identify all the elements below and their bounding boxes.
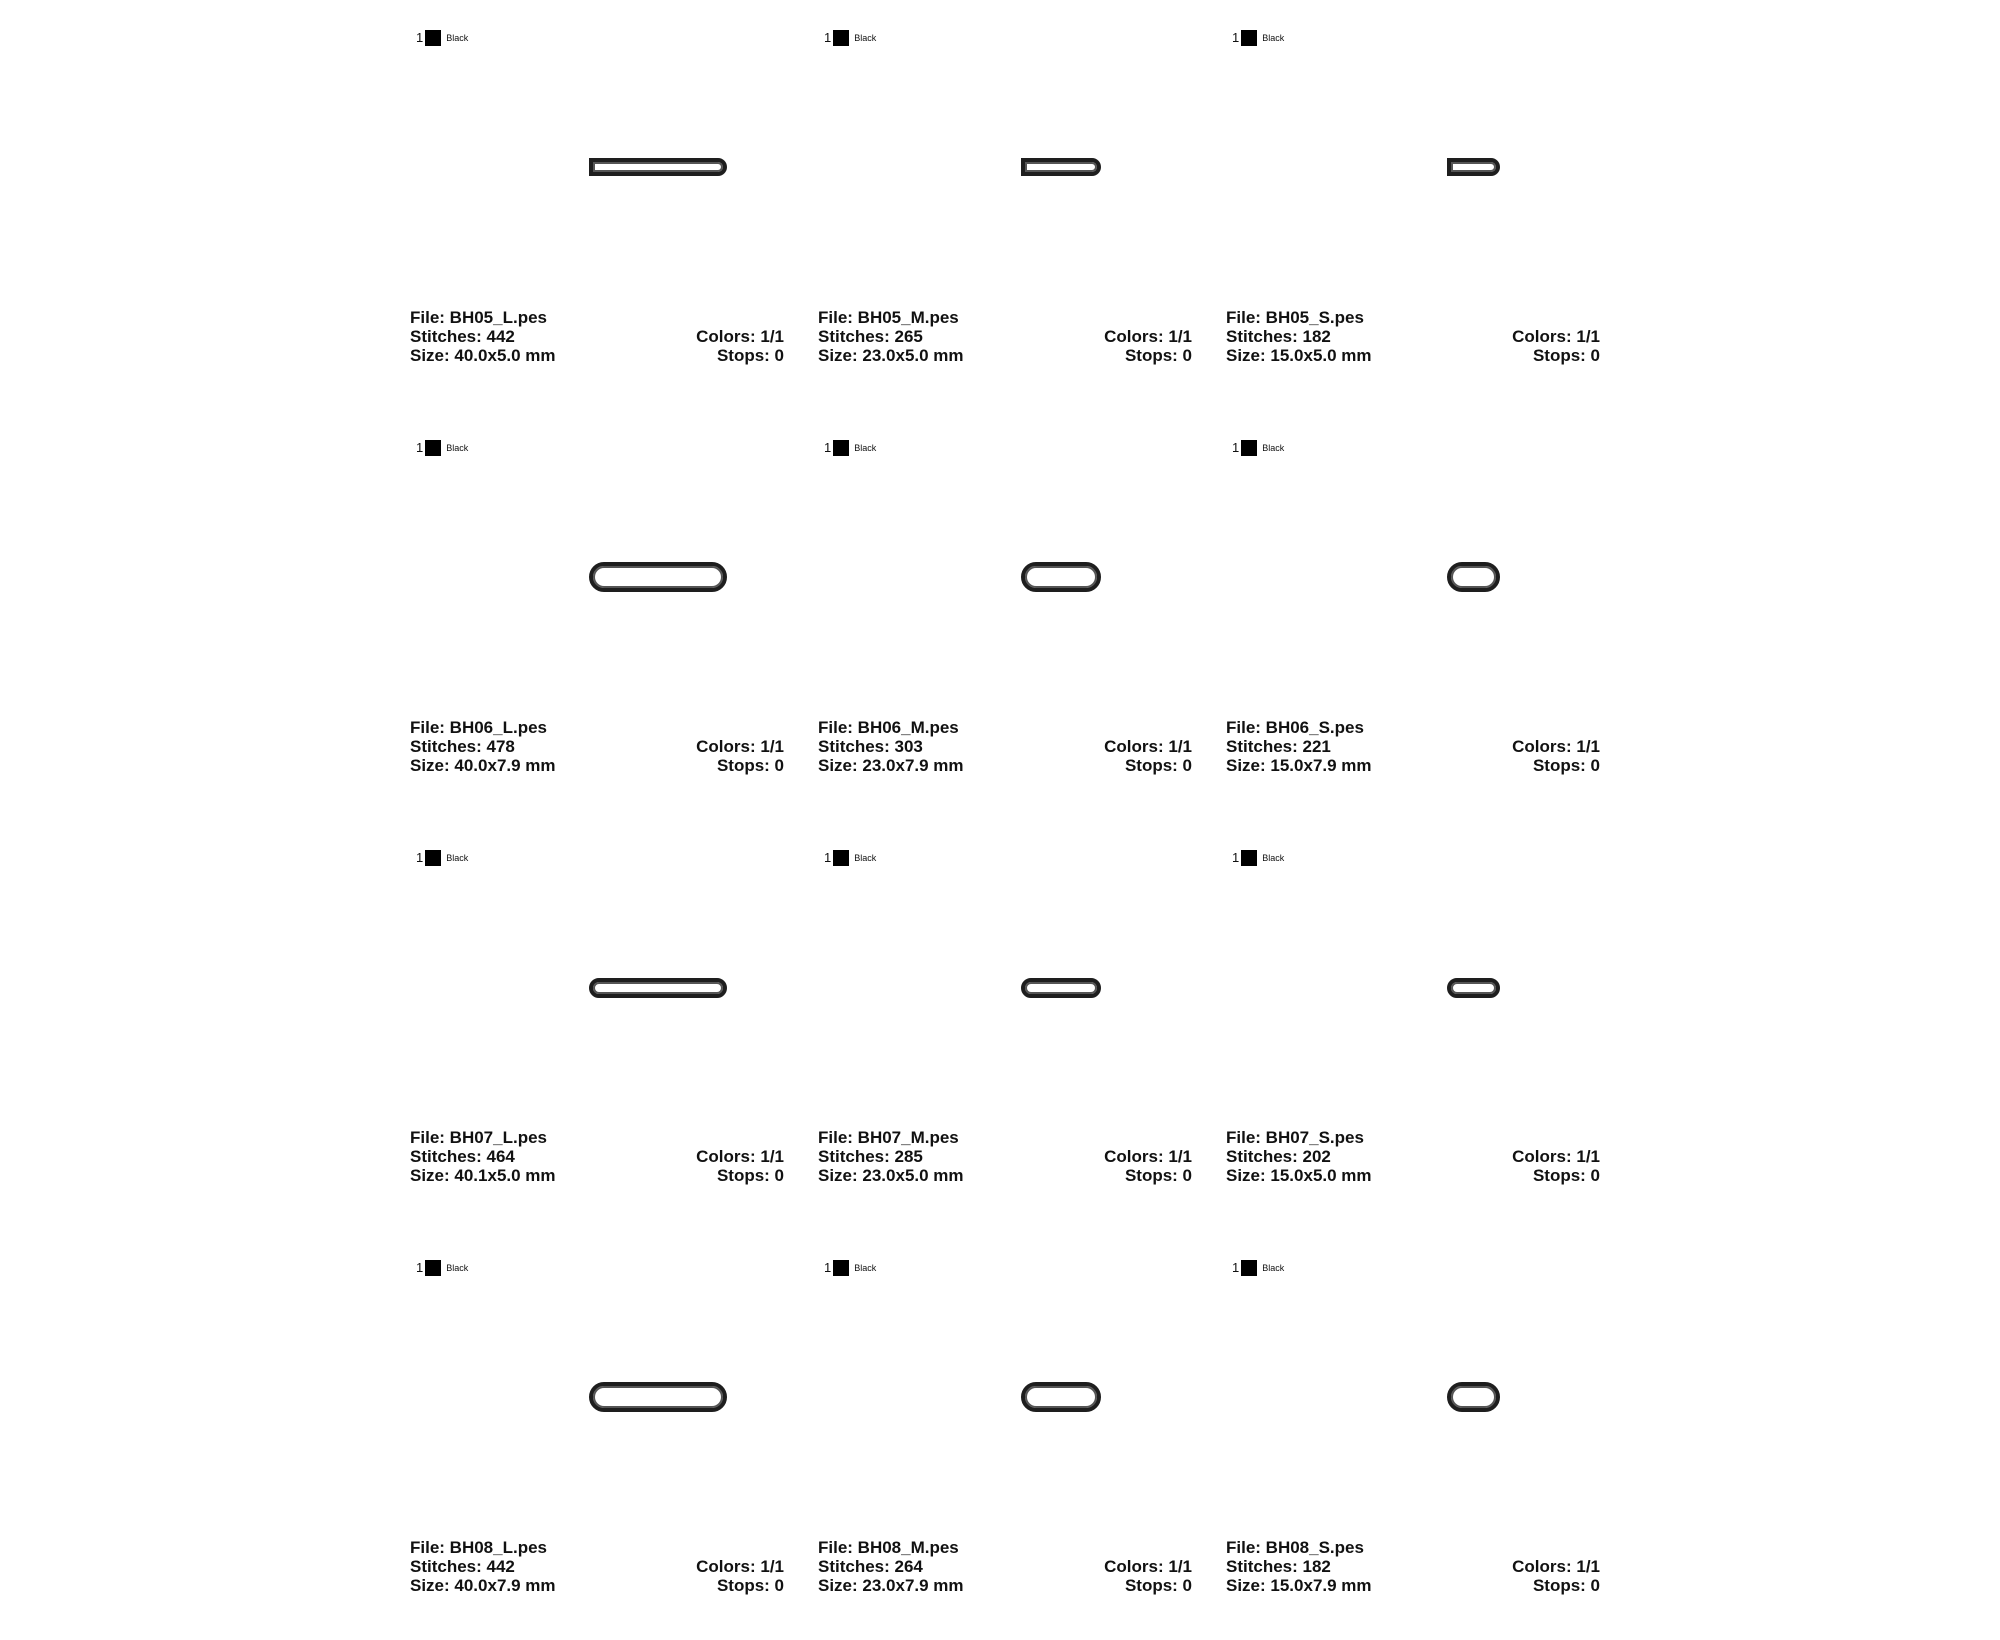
color-legend	[416, 1260, 468, 1276]
color-legend	[416, 440, 468, 456]
color-number: 1	[824, 440, 832, 455]
colors-count: Colors: 1/1	[696, 1557, 784, 1576]
color-swatch	[833, 1260, 849, 1276]
buttonhole-shape	[1447, 1382, 1500, 1412]
design-size: Size: 40.0x5.0 mm	[410, 346, 556, 365]
color-legend	[824, 440, 876, 456]
file-name: File: BH06_L.pes	[410, 718, 547, 737]
color-legend	[824, 30, 876, 46]
buttonhole-shape	[589, 562, 727, 592]
color-number: 1	[824, 30, 832, 45]
buttonhole-shape	[589, 158, 727, 176]
buttonhole-shape	[1021, 978, 1101, 998]
colors-count: Colors: 1/1	[696, 1147, 784, 1166]
color-name: Black	[446, 853, 469, 863]
stitch-count: Stitches: 202	[1226, 1147, 1331, 1166]
color-number: 1	[416, 850, 424, 865]
buttonhole-shape	[1447, 978, 1500, 998]
design-cell-bh06-s	[1224, 410, 1604, 820]
color-swatch	[425, 30, 441, 46]
design-cell-bh07-m	[816, 820, 1196, 1230]
color-name: Black	[1262, 853, 1285, 863]
color-name: Black	[1262, 443, 1285, 453]
color-legend	[824, 1260, 876, 1276]
color-number: 1	[416, 30, 424, 45]
color-swatch	[833, 850, 849, 866]
buttonhole-shape	[589, 1382, 727, 1412]
design-info	[1226, 308, 1600, 365]
stops-count: Stops: 0	[1124, 1576, 1192, 1595]
design-size: Size: 15.0x5.0 mm	[1226, 1166, 1372, 1185]
colors-count: Colors: 1/1	[1104, 1557, 1192, 1576]
color-number: 1	[824, 850, 832, 865]
color-number: 1	[1232, 1260, 1240, 1275]
stitch-count: Stitches: 182	[1226, 1557, 1331, 1576]
colors-count: Colors: 1/1	[1104, 1147, 1192, 1166]
color-number: 1	[1232, 440, 1240, 455]
design-size: Size: 15.0x5.0 mm	[1226, 346, 1372, 365]
buttonhole-shape	[1447, 562, 1500, 592]
design-cell-bh05-s	[1224, 0, 1604, 410]
design-size: Size: 15.0x7.9 mm	[1226, 756, 1372, 775]
color-name: Black	[446, 33, 469, 43]
file-name: File: BH07_M.pes	[818, 1128, 959, 1147]
file-name: File: BH08_S.pes	[1226, 1538, 1364, 1557]
color-legend	[1232, 1260, 1284, 1276]
design-cell-bh08-m	[816, 1230, 1196, 1640]
file-name: File: BH05_S.pes	[1226, 308, 1364, 327]
file-name: File: BH08_M.pes	[818, 1538, 959, 1557]
design-cell-bh05-m	[816, 0, 1196, 410]
design-info	[818, 718, 1192, 775]
stitch-count: Stitches: 442	[410, 327, 515, 346]
stops-count: Stops: 0	[1124, 346, 1192, 365]
design-size: Size: 40.1x5.0 mm	[410, 1166, 556, 1185]
color-number: 1	[824, 1260, 832, 1275]
stitch-count: Stitches: 478	[410, 737, 515, 756]
color-swatch	[425, 440, 441, 456]
stitch-count: Stitches: 464	[410, 1147, 515, 1166]
colors-count: Colors: 1/1	[1104, 327, 1192, 346]
colors-count: Colors: 1/1	[1512, 1557, 1600, 1576]
design-cell-bh08-s	[1224, 1230, 1604, 1640]
file-name: File: BH07_S.pes	[1226, 1128, 1364, 1147]
stops-count: Stops: 0	[716, 346, 784, 365]
design-info	[818, 1538, 1192, 1595]
buttonhole-shape	[1021, 1382, 1101, 1412]
stops-count: Stops: 0	[1124, 756, 1192, 775]
color-swatch	[833, 440, 849, 456]
design-info	[1226, 1128, 1600, 1185]
design-size: Size: 23.0x5.0 mm	[818, 1166, 964, 1185]
stops-count: Stops: 0	[716, 1166, 784, 1185]
stops-count: Stops: 0	[1532, 756, 1600, 775]
design-size: Size: 23.0x5.0 mm	[818, 346, 964, 365]
design-info	[410, 718, 784, 775]
color-swatch	[1241, 440, 1257, 456]
stops-count: Stops: 0	[1532, 1166, 1600, 1185]
color-legend	[1232, 440, 1284, 456]
color-number: 1	[416, 440, 424, 455]
stitch-count: Stitches: 221	[1226, 737, 1331, 756]
color-name: Black	[446, 1263, 469, 1273]
design-cell-bh06-m	[816, 410, 1196, 820]
file-name: File: BH06_S.pes	[1226, 718, 1364, 737]
design-cell-bh08-l	[408, 1230, 788, 1640]
color-swatch	[1241, 1260, 1257, 1276]
colors-count: Colors: 1/1	[1512, 327, 1600, 346]
color-name: Black	[1262, 1263, 1285, 1273]
design-cell-bh07-s	[1224, 820, 1604, 1230]
color-legend	[1232, 850, 1284, 866]
colors-count: Colors: 1/1	[1104, 737, 1192, 756]
file-name: File: BH06_M.pes	[818, 718, 959, 737]
stitch-count: Stitches: 442	[410, 1557, 515, 1576]
design-info	[1226, 1538, 1600, 1595]
buttonhole-shape	[1021, 158, 1101, 176]
color-name: Black	[1262, 33, 1285, 43]
file-name: File: BH05_L.pes	[410, 308, 547, 327]
buttonhole-shape	[1447, 158, 1500, 176]
stitch-count: Stitches: 265	[818, 327, 923, 346]
colors-count: Colors: 1/1	[1512, 737, 1600, 756]
colors-count: Colors: 1/1	[1512, 1147, 1600, 1166]
file-name: File: BH07_L.pes	[410, 1128, 547, 1147]
color-swatch	[833, 30, 849, 46]
color-name: Black	[854, 853, 877, 863]
stitch-count: Stitches: 264	[818, 1557, 923, 1576]
design-size: Size: 23.0x7.9 mm	[818, 756, 964, 775]
color-swatch	[425, 850, 441, 866]
color-number: 1	[416, 1260, 424, 1275]
color-legend	[824, 850, 876, 866]
design-info	[818, 1128, 1192, 1185]
color-swatch	[1241, 30, 1257, 46]
colors-count: Colors: 1/1	[696, 327, 784, 346]
stops-count: Stops: 0	[1532, 1576, 1600, 1595]
color-number: 1	[1232, 30, 1240, 45]
stops-count: Stops: 0	[716, 756, 784, 775]
design-cell-bh07-l	[408, 820, 788, 1230]
color-number: 1	[1232, 850, 1240, 865]
color-name: Black	[854, 1263, 877, 1273]
stops-count: Stops: 0	[716, 1576, 784, 1595]
stitch-count: Stitches: 182	[1226, 327, 1331, 346]
file-name: File: BH05_M.pes	[818, 308, 959, 327]
design-info	[410, 308, 784, 365]
design-size: Size: 23.0x7.9 mm	[818, 1576, 964, 1595]
design-size: Size: 40.0x7.9 mm	[410, 1576, 556, 1595]
stops-count: Stops: 0	[1124, 1166, 1192, 1185]
color-name: Black	[854, 33, 877, 43]
buttonhole-shape	[1021, 562, 1101, 592]
design-cell-bh06-l	[408, 410, 788, 820]
stops-count: Stops: 0	[1532, 346, 1600, 365]
design-cell-bh05-l	[408, 0, 788, 410]
design-info	[1226, 718, 1600, 775]
design-info	[818, 308, 1192, 365]
design-info	[410, 1538, 784, 1595]
color-swatch	[1241, 850, 1257, 866]
buttonhole-shape	[589, 978, 727, 998]
color-legend	[416, 850, 468, 866]
design-size: Size: 15.0x7.9 mm	[1226, 1576, 1372, 1595]
color-name: Black	[446, 443, 469, 453]
color-legend	[1232, 30, 1284, 46]
design-info	[410, 1128, 784, 1185]
stitch-count: Stitches: 303	[818, 737, 923, 756]
color-legend	[416, 30, 468, 46]
colors-count: Colors: 1/1	[696, 737, 784, 756]
file-name: File: BH08_L.pes	[410, 1538, 547, 1557]
design-size: Size: 40.0x7.9 mm	[410, 756, 556, 775]
design-sheet-grid	[408, 0, 1640, 1600]
stitch-count: Stitches: 285	[818, 1147, 923, 1166]
color-name: Black	[854, 443, 877, 453]
color-swatch	[425, 1260, 441, 1276]
